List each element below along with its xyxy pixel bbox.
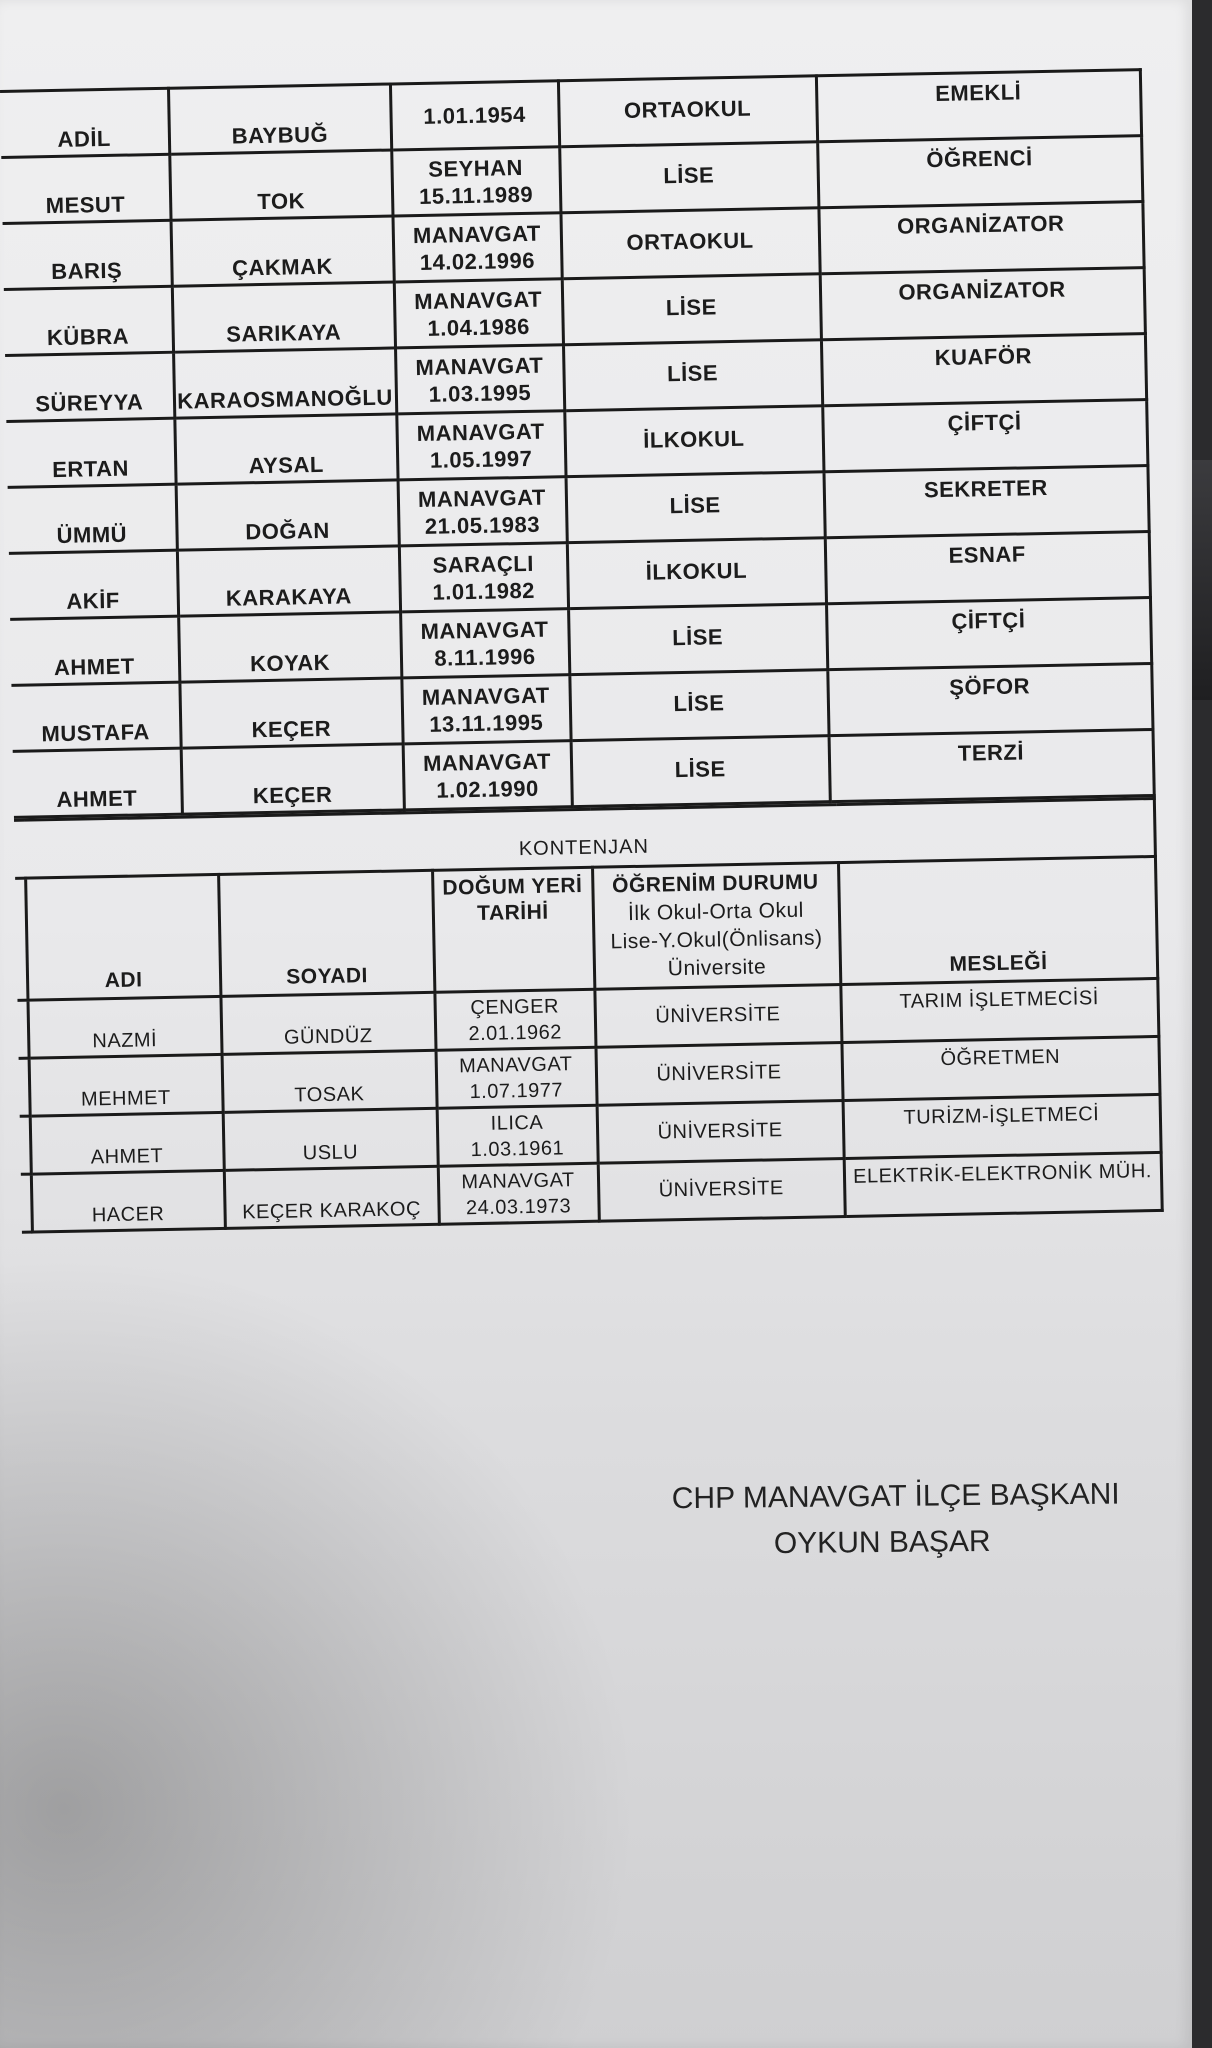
cell-birth	[401, 675, 570, 744]
cell-surname: KARAKAYA	[177, 546, 400, 616]
cell-education: ÜNİVERSİTE	[595, 1043, 842, 1106]
birth-date: 1.03.1995	[428, 379, 532, 407]
cell-surname: AYSAL	[174, 414, 397, 484]
cell-name: NAZMİ	[27, 996, 221, 1058]
birth-place: MANAVGAT	[413, 286, 543, 314]
cell-birth	[390, 81, 559, 150]
signature-title: CHP MANAVGAT İLÇE BAŞKANI	[671, 1477, 1120, 1516]
birth-date: 1.03.1961	[470, 1136, 565, 1161]
birth-date: 1.02.1990	[436, 775, 539, 803]
birth-place: MANAVGAT	[458, 1052, 573, 1077]
cell-occupation: ÇİFTÇİ	[826, 598, 1151, 670]
cell-birth	[400, 609, 569, 678]
birth-place: MANAVGAT	[461, 1168, 575, 1193]
cell-birth	[396, 411, 565, 480]
cell-name: SÜREYYA	[5, 352, 174, 421]
cell-birth	[436, 1047, 597, 1108]
cell-surname: KEÇER KARAKOÇ	[224, 1166, 439, 1228]
cell-occupation: ORGANİZATOR	[818, 202, 1143, 274]
birth-place: MANAVGAT	[412, 220, 541, 248]
cell-surname: GÜNDÜZ	[220, 992, 435, 1054]
birth-date: 13.11.1995	[429, 709, 544, 737]
birth-date: 15.11.1989	[418, 181, 534, 209]
cell-surname: DOĞAN	[176, 480, 399, 550]
cell-surname: ÇAKMAK	[171, 216, 394, 286]
quota-table	[14, 797, 1163, 1234]
cell-name: AHMET	[10, 616, 179, 685]
cell-birth	[438, 1163, 599, 1224]
cell-education: LİSE	[563, 340, 822, 411]
cell-name: AHMET	[13, 748, 182, 817]
cell-occupation: ŞÖFOR	[827, 664, 1152, 736]
cell-surname: USLU	[223, 1108, 438, 1170]
cell-surname: KEÇER	[181, 744, 404, 814]
quota-header-surname: SOYADI	[218, 870, 434, 996]
cell-surname: TOK	[169, 150, 392, 220]
quota-header-education	[592, 863, 840, 990]
quota-table-body	[17, 978, 1161, 1232]
cell-education: LİSE	[568, 604, 827, 675]
cell-birth	[398, 477, 567, 546]
cell-occupation: EMEKLİ	[816, 70, 1141, 142]
cell-name: BARIŞ	[3, 220, 172, 289]
cell-name: ADİL	[0, 88, 169, 157]
birth-date: 14.02.1996	[419, 247, 536, 275]
cell-name: HACER	[31, 1170, 225, 1232]
cell-birth	[394, 279, 563, 348]
cell-birth	[399, 543, 568, 612]
cell-name: KÜBRA	[4, 286, 173, 355]
cell-name: AKİF	[9, 550, 178, 619]
education-title: ÖĞRENİM DURUMU	[611, 870, 819, 898]
candidate-table	[0, 68, 1155, 819]
cell-education: ORTAOKUL	[558, 76, 817, 147]
cell-education: ÜNİVERSİTE	[597, 1101, 844, 1164]
birth-place: MANAVGAT	[421, 682, 550, 710]
birth-place: SARAÇLI	[432, 550, 535, 578]
birth-place: MANAVGAT	[420, 616, 549, 644]
education-option-1: İlk Okul-Orta Okul	[627, 898, 805, 926]
cell-name: MESUT	[1, 154, 170, 223]
cell-occupation: ELEKTRİK-ELEKTRONİK MÜH.	[844, 1152, 1162, 1216]
cell-surname: TOSAK	[222, 1050, 437, 1112]
birth-place: SEYHAN	[428, 154, 524, 182]
quota-header-occupation: MESLEĞİ	[838, 856, 1157, 984]
birth-place: ILICA	[490, 1111, 544, 1135]
cell-occupation: ESNAF	[825, 532, 1150, 604]
birth-place: MANAVGAT	[416, 418, 545, 446]
cell-name: AHMET	[30, 1112, 224, 1174]
education-option-3: Üniversite	[667, 955, 767, 981]
cell-education: ORTAOKUL	[560, 208, 819, 279]
hand-shadow	[0, 1250, 640, 2048]
cell-birth	[391, 147, 560, 216]
cell-occupation: ORGANİZATOR	[820, 268, 1145, 340]
cell-name: ERTAN	[6, 418, 175, 487]
cell-surname: BAYBUĞ	[168, 84, 391, 154]
birth-date: 24.03.1973	[465, 1194, 572, 1219]
birth-date: 1.07.1977	[469, 1078, 564, 1103]
cell-occupation: SEKRETER	[823, 466, 1148, 538]
cell-name: ÜMMÜ	[8, 484, 177, 553]
cell-education: LİSE	[562, 274, 821, 345]
candidate-table-body	[0, 70, 1154, 818]
education-option-2: Lise-Y.Okul(Önlisans)	[610, 926, 823, 954]
cell-education: LİSE	[569, 670, 828, 741]
signature-block	[671, 1472, 1120, 1568]
signature-name: OYKUN BAŞAR	[773, 1524, 991, 1561]
cell-birth	[403, 741, 572, 810]
cell-education: ÜNİVERSİTE	[594, 985, 841, 1048]
cell-surname: SARIKAYA	[172, 282, 395, 352]
cell-education: ÜNİVERSİTE	[598, 1159, 845, 1222]
quota-header-name: ADI	[25, 874, 220, 1000]
quota-title: KONTENJAN	[14, 798, 1155, 878]
cell-birth	[434, 989, 595, 1050]
candidate-sheet	[0, 68, 1163, 1234]
cell-name: MUSTAFA	[11, 682, 180, 751]
cell-occupation: ÖĞRENCİ	[817, 136, 1142, 208]
cell-occupation: TERZİ	[829, 729, 1154, 801]
birth-place: MANAVGAT	[415, 352, 544, 380]
cell-education: LİSE	[571, 736, 830, 807]
cell-surname: KARAOSMANOĞLU	[173, 348, 396, 418]
cell-education: İLKOKUL	[567, 538, 826, 609]
cell-birth	[395, 345, 564, 414]
quota-header-row	[15, 856, 1157, 1000]
cell-birth	[392, 213, 561, 282]
birth-place: MANAVGAT	[422, 748, 552, 776]
birth-date: 1.05.1997	[429, 445, 533, 473]
birth-date: 1.01.1954	[423, 101, 526, 129]
cell-surname: KOYAK	[178, 612, 401, 682]
cell-name: MEHMET	[29, 1054, 223, 1116]
birth-date: 1.01.1982	[432, 577, 536, 605]
cell-education: LİSE	[559, 142, 818, 213]
cell-occupation: ÇİFTÇİ	[822, 400, 1147, 472]
birth-date: 21.05.1983	[424, 511, 541, 539]
birth-date: 2.01.1962	[468, 1020, 563, 1045]
birth-place: ÇENGER	[470, 994, 560, 1019]
cell-occupation: KUAFÖR	[821, 334, 1146, 406]
cell-birth	[437, 1105, 598, 1166]
quota-header-birth: DOĞUM YERİ TARİHİ	[432, 867, 594, 992]
birth-place: MANAVGAT	[417, 484, 547, 512]
cell-education: LİSE	[566, 472, 825, 543]
cell-occupation: TARIM İŞLETMECİSİ	[840, 978, 1158, 1042]
cell-occupation: TURİZM-İŞLETMECİ	[843, 1094, 1161, 1158]
cell-surname: KEÇER	[179, 678, 402, 748]
cell-education: İLKOKUL	[564, 406, 823, 477]
cell-occupation: ÖĞRETMEN	[841, 1036, 1159, 1100]
birth-date: 1.04.1986	[427, 313, 531, 341]
birth-date: 8.11.1996	[434, 643, 536, 671]
